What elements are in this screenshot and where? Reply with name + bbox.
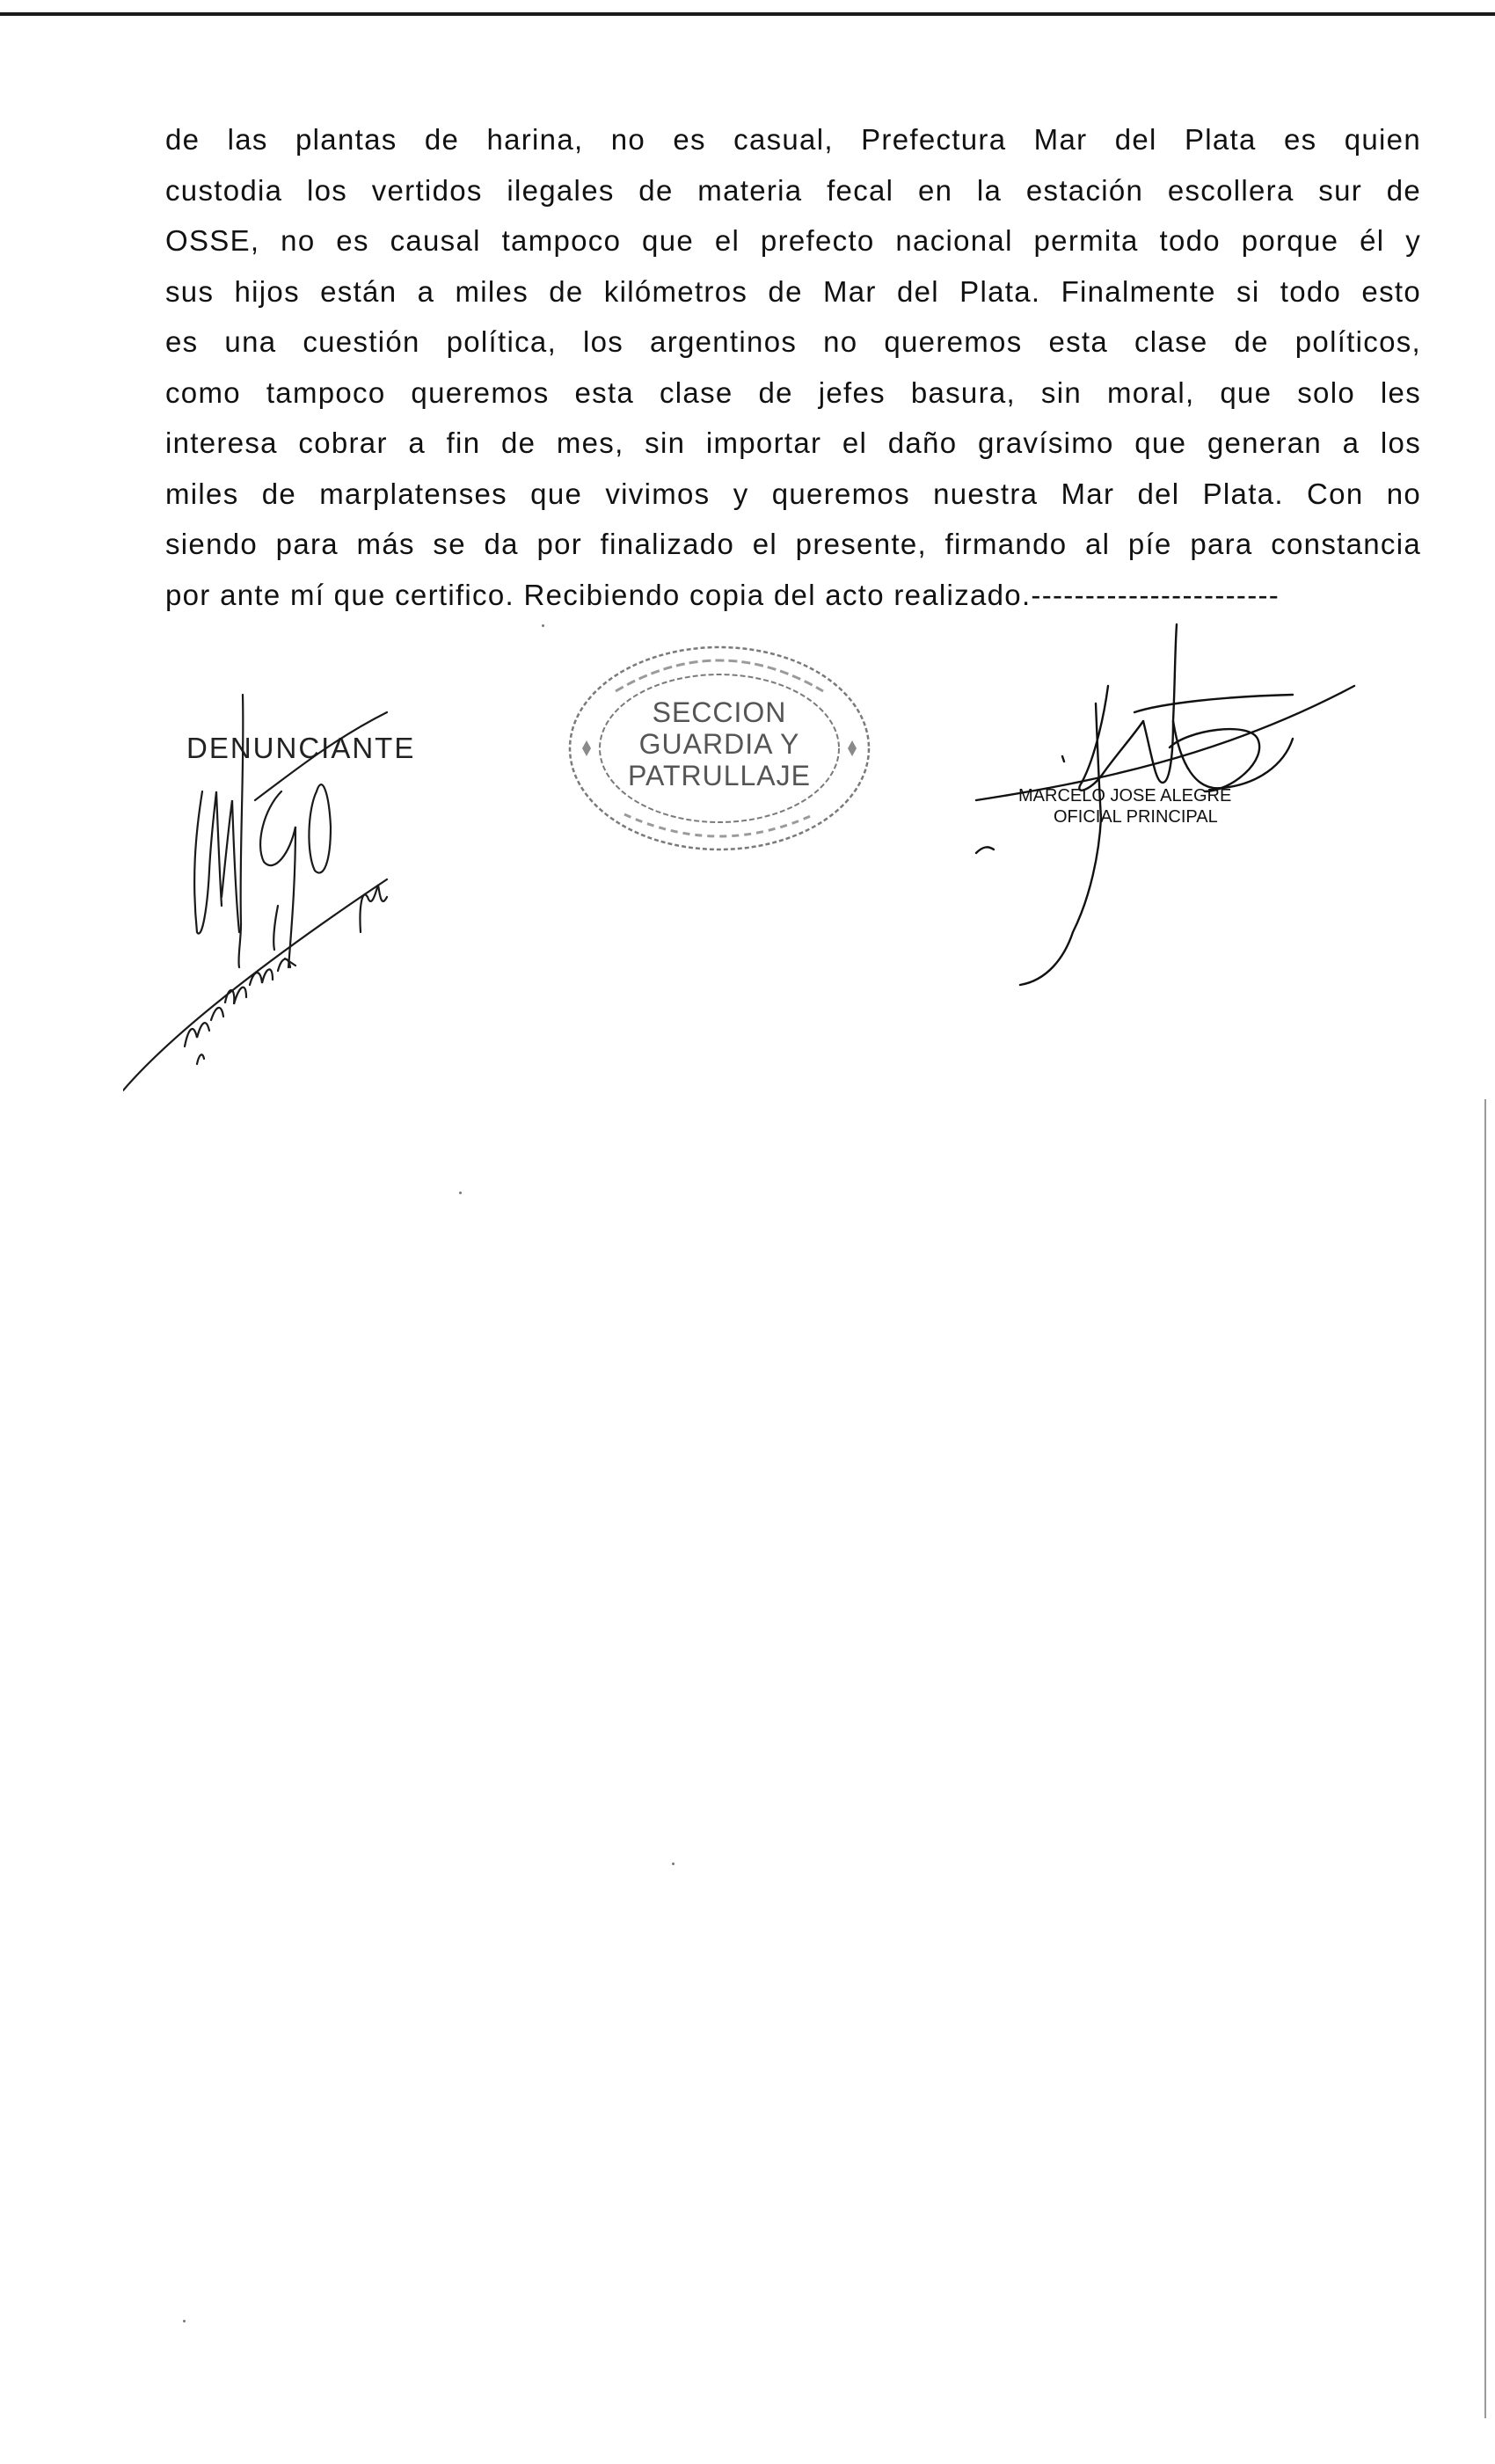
- body-line: OSSE, no es causal tampoco que el prefecto nacional permita todo porque él y: [165, 224, 1421, 257]
- stamp-line-2: GUARDIA Y: [638, 728, 800, 760]
- right-margin-scan-line: [1484, 1099, 1486, 2418]
- body-line: siendo para más se da por finalizado el presente, firmando al píe para constancia: [165, 528, 1421, 560]
- document-body: [165, 114, 1421, 620]
- scan-speck: [459, 1192, 462, 1194]
- body-line: custodia los vertidos ilegales de materia fecal en la estación escollera sur de: [165, 173, 1421, 207]
- denunciante-label: DENUNCIANTE: [186, 732, 416, 764]
- body-line: miles de marplatenses que vivimos y queremos nuestra Mar del Plata. Con no: [165, 477, 1421, 510]
- body-line: es una cuestión política, los argentinos no queremos esta clase de políticos,: [165, 325, 1421, 358]
- body-line: sus hijos están a miles de kilómetros de Mar del Plata. Finalmente si todo esto: [165, 274, 1421, 308]
- top-border-rule: [0, 12, 1495, 16]
- body-line: de las plantas de harina, no es casual, Prefectura Mar del Plata es quien: [165, 123, 1421, 156]
- scan-speck: [672, 1863, 675, 1865]
- official-name: MARCELO JOSE ALEGRE: [1018, 786, 1232, 806]
- stamp-line-1: SECCION: [652, 696, 787, 728]
- scan-speck: [542, 624, 544, 627]
- stamp-line-3: PATRULLAJE: [628, 760, 811, 791]
- body-line: como tampoco queremos esta clase de jefes basura, sin moral, que solo les: [165, 375, 1421, 409]
- scan-speck: [183, 2320, 186, 2322]
- official-role: OFICIAL PRINCIPAL: [1054, 807, 1218, 827]
- body-line: interesa cobrar a fin de mes, sin importar el daño gravísimo que generan a los: [165, 426, 1421, 459]
- denunciante-signature: [123, 677, 422, 1099]
- body-line: por ante mí que certifico. Recibiendo copia del acto realizado.-----------------------: [165, 578, 1280, 611]
